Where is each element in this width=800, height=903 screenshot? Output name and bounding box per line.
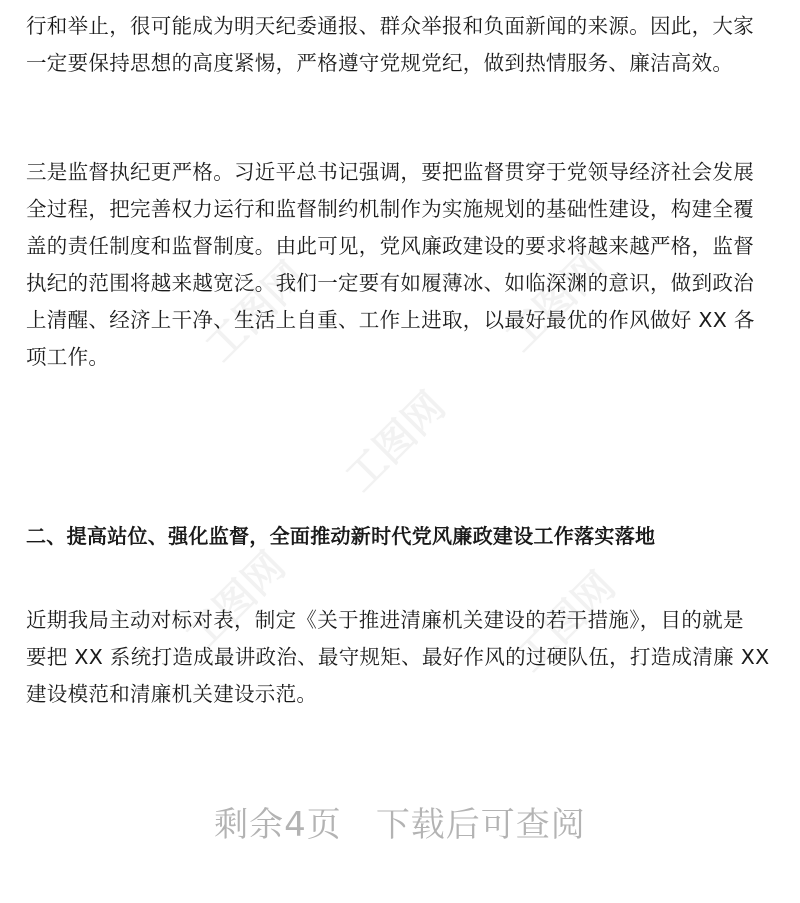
watermark-text: 工图网	[197, 253, 315, 371]
section-heading: 二、提高站位、强化监督，全面推动新时代党风廉政建设工作落实落地	[26, 524, 656, 548]
watermark-logo	[331, 356, 479, 504]
watermark-text: 工图网	[507, 563, 625, 681]
download-hint-text: 下载后可查阅	[375, 805, 586, 845]
paragraph-3: 近期我局主动对标对表，制定《关于推进清廉机关建设的若干措施》，目的就是 要把 XX 系统打造成最讲政治、最守规矩、最好作风的过硬队伍，打造成清廉 XX 建设模范和清廉机关建设示范。	[26, 608, 770, 706]
paragraph-1: 行和举止，很可能成为明天纪委通报、群众举报和负面新闻的来源。因此，大家 一定要保持思想的高度紧惕，严格遵守党规党纪，做到热情服务、廉洁高效。	[26, 14, 754, 75]
remaining-pages-notice[interactable]	[0, 800, 800, 850]
remaining-pages-text: 剩余4页	[214, 805, 342, 845]
watermark-text: 工图网	[337, 383, 455, 501]
watermark-text: 工图网	[177, 543, 295, 661]
paragraph-2: 三是监督执纪更严格。习近平总书记强调，要把监督贯穿于党领导经济社会发展 全过程，把完善权力运行和监督制约机制作为实施规划的基础性建设，构建全覆 盖的责任制度和监督制度。由此可见，党风廉政建设的要求将越来越严格，监督 执纪的范围将越来越宽泛。我们一定要有如履薄冰、如临深渊的意识，做到政治 上清醒、经济上干净、生活上自重、工作上进取，以最好最优的作风做好 XX 各 项工作。	[26, 160, 755, 369]
watermark-text: 工图网	[497, 243, 615, 361]
